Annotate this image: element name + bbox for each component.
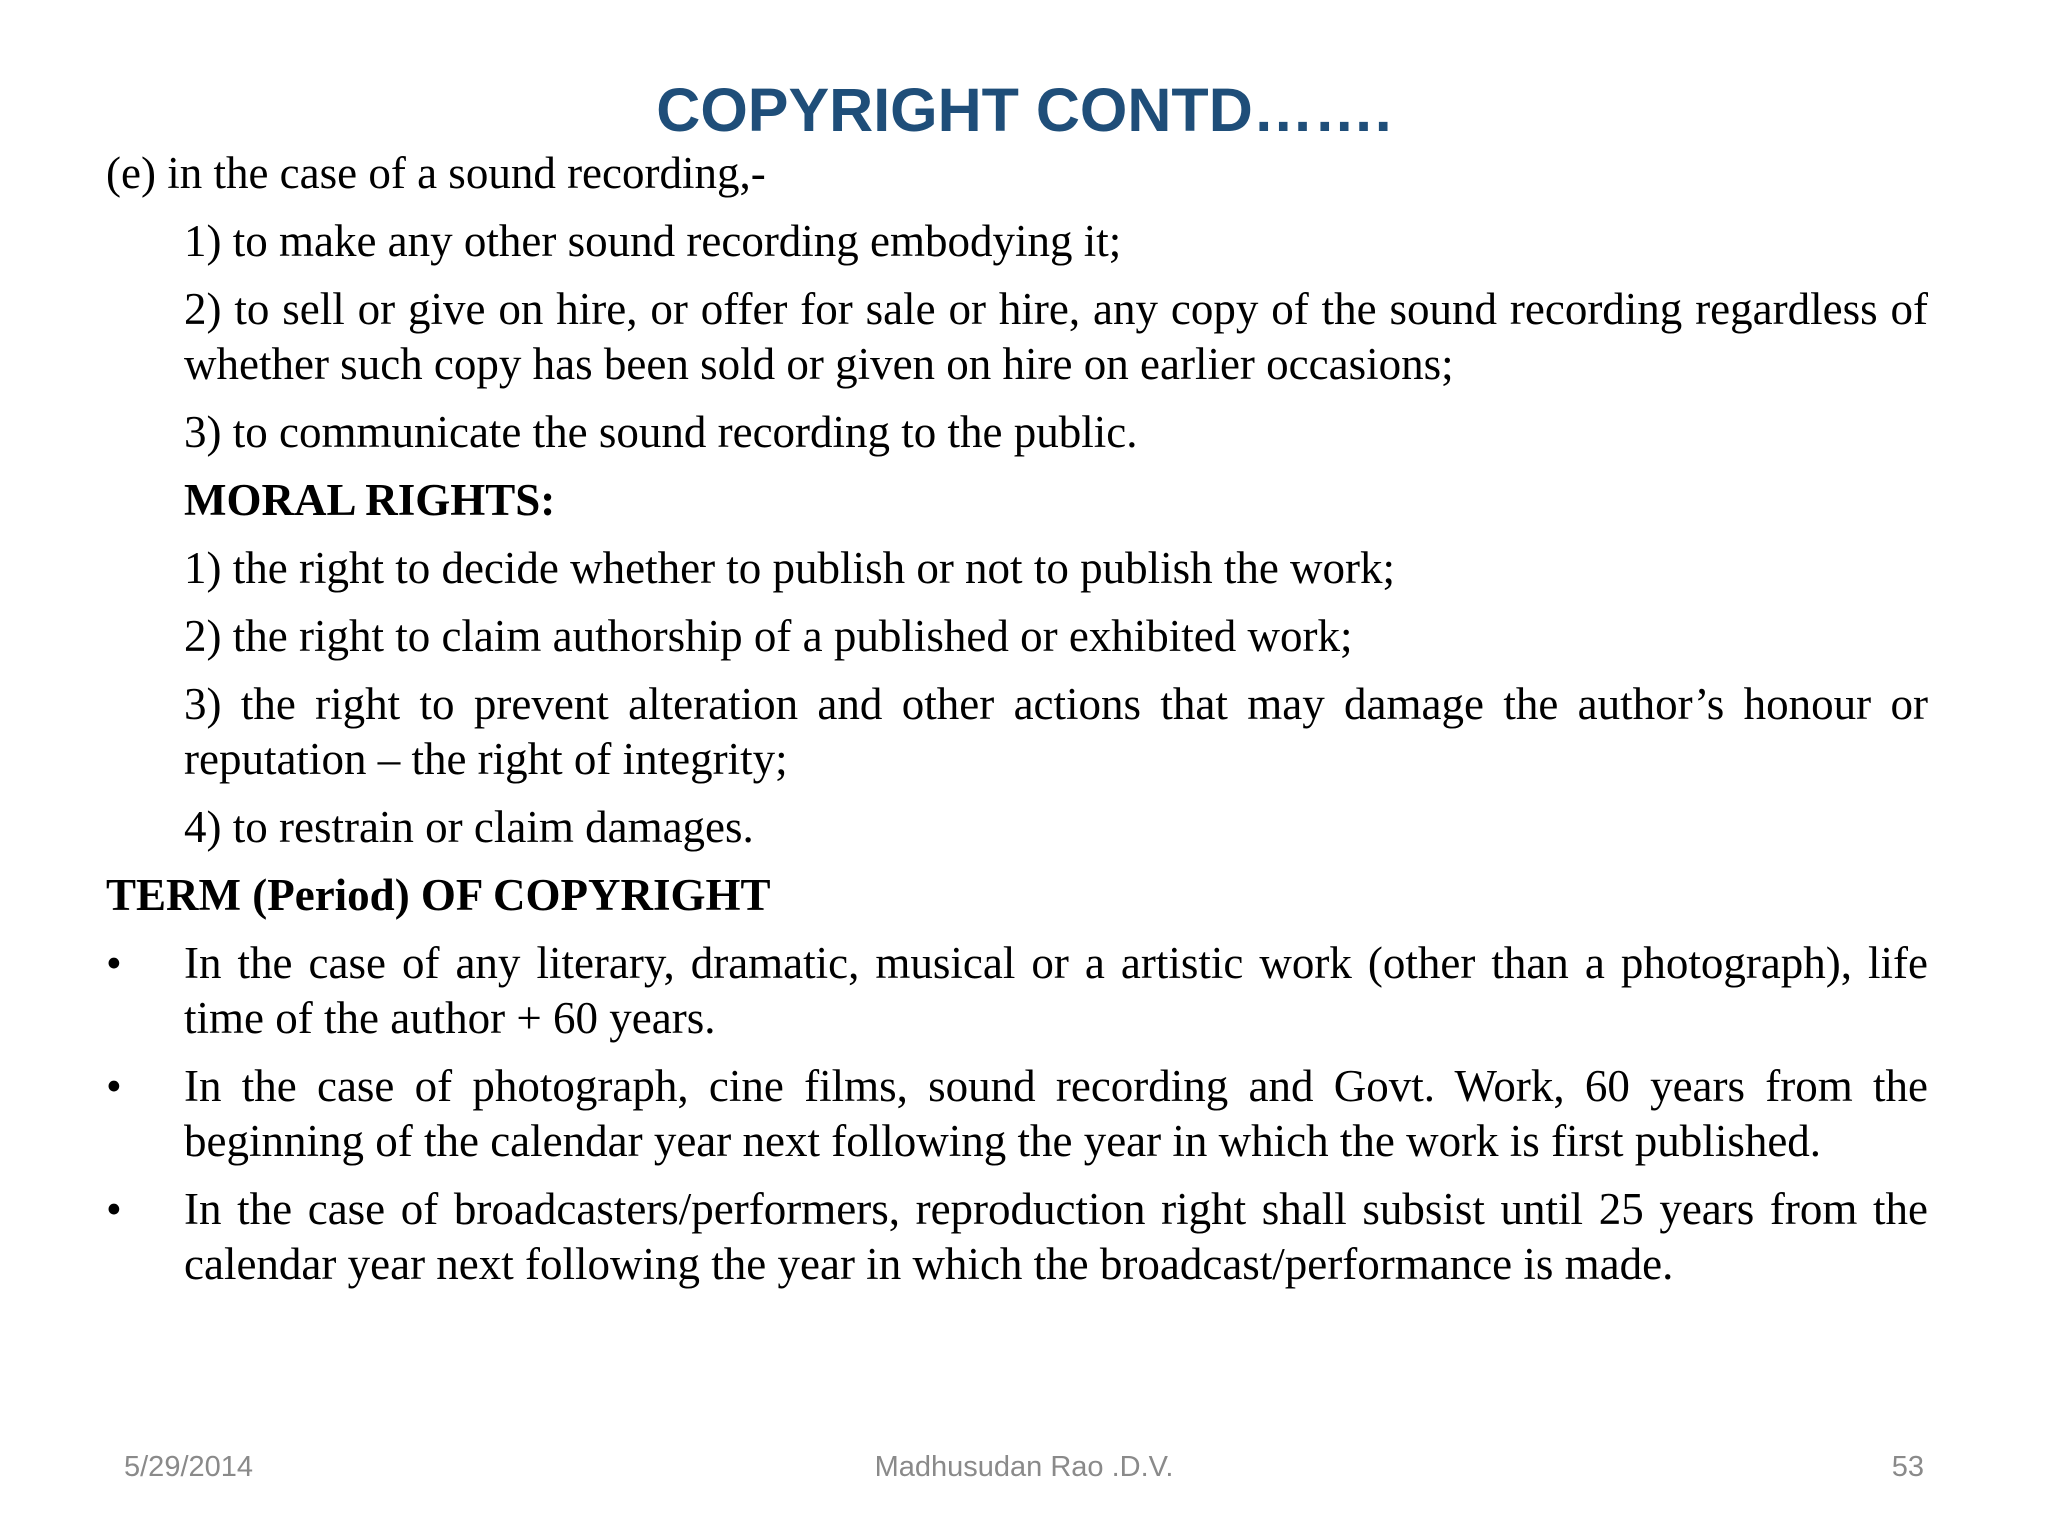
moral-rights-item: 4) to restrain or claim damages. [184, 802, 754, 852]
moral-rights-item: 1) the right to decide whether to publish or not to publish the work; [184, 543, 1396, 593]
footer-page-number: 53 [1891, 1451, 1924, 1483]
bullet-icon: • [106, 1184, 122, 1234]
term-heading: TERM (Period) OF COPYRIGHT [106, 870, 771, 920]
sound-recording-item: 2) to sell or give on hire, or offer for sale or hire, any copy of the sound recording regardless of whether such copy has been sold or given on hire on earlier occasions; [184, 284, 1928, 389]
sound-recording-item: 3) to communicate the sound recording to the public. [184, 407, 1138, 457]
slide-title: COPYRIGHT CONTD……. [656, 76, 1392, 144]
sound-recording-item: 1) to make any other sound recording embodying it; [184, 216, 1122, 266]
term-bullet-item [106, 936, 1928, 1046]
moral-rights-item: 3) the right to prevent alteration and other actions that may damage the author’s honour or reputation – the right of integrity; [184, 679, 1928, 784]
moral-rights-heading: MORAL RIGHTS: [184, 475, 556, 525]
bullet-icon: • [106, 1061, 122, 1111]
footer-author: Madhusudan Rao .D.V. [874, 1451, 1174, 1483]
term-bullet-text: In the case of any literary, dramatic, musical or a artistic work (other than a photograph), life time of the author + 60 years. [184, 938, 1928, 1043]
term-bullet-text: In the case of broadcasters/performers, reproduction right shall subsist until 25 years from the calendar year next following the year in which the broadcast/performance is made. [184, 1184, 1928, 1289]
sound-recording-heading: (e) in the case of a sound recording,- [106, 148, 766, 198]
term-bullet-item [106, 1059, 1928, 1169]
footer-date: 5/29/2014 [124, 1451, 254, 1483]
moral-rights-item: 2) the right to claim authorship of a published or exhibited work; [184, 611, 1353, 661]
slide-content [106, 146, 1928, 1305]
term-bullet-item [106, 1182, 1928, 1292]
term-bullet-text: In the case of photograph, cine films, sound recording and Govt. Work, 60 years from the beginning of the calendar year next following the year in which the work is first published. [184, 1061, 1928, 1166]
bullet-icon: • [106, 938, 122, 988]
